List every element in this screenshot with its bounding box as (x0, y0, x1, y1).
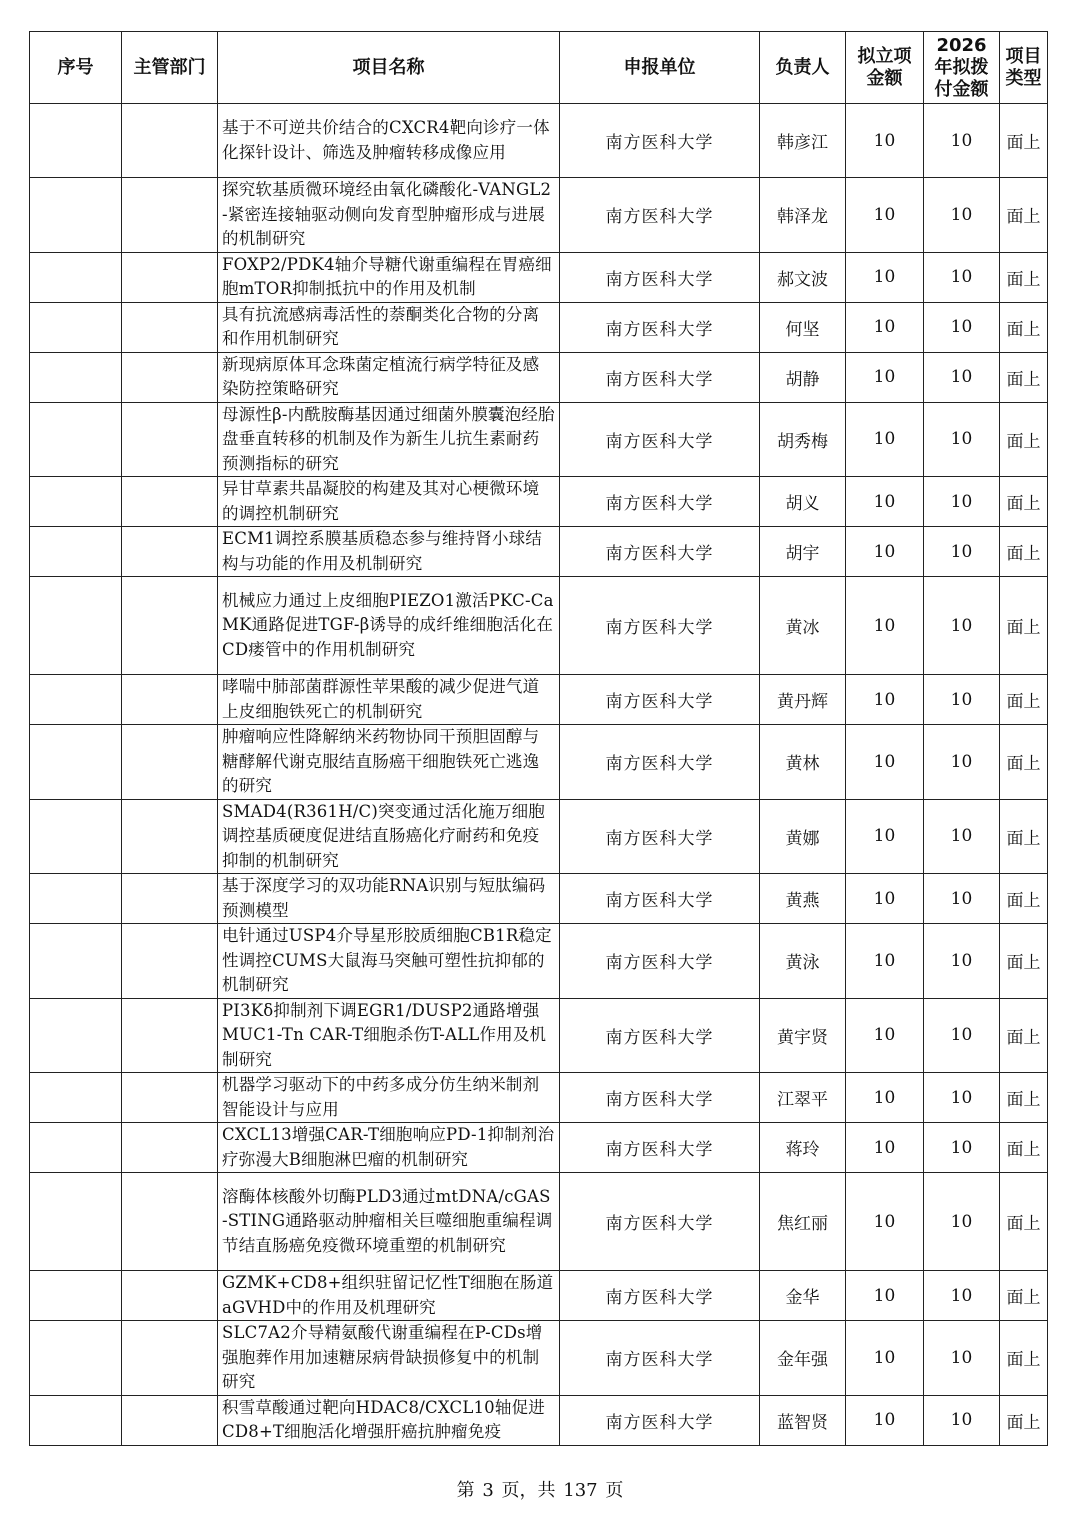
cell-project-name: 新现病原体耳念珠菌定植流行病学特征及感染防控策略研究 (218, 352, 560, 402)
cell-pay2026: 10 (924, 1073, 1000, 1123)
table-row (30, 527, 1048, 577)
cell-pay2026: 10 (924, 104, 1000, 178)
table-row (30, 924, 1048, 999)
cell-amount: 10 (846, 178, 924, 253)
cell-dept (122, 178, 218, 253)
cell-project-name: SMAD4(R361H/C)突变通过活化施万细胞调控基质硬度促进结直肠癌化疗耐药和免疫抑制的机制研究 (218, 799, 560, 874)
cell-pay2026: 10 (924, 1321, 1000, 1396)
footer-total-pages: 137 (563, 1480, 598, 1501)
cell-leader: 胡义 (760, 477, 846, 527)
cell-leader: 郝文波 (760, 252, 846, 302)
cell-type: 面上 (1000, 799, 1048, 874)
cell-leader: 金华 (760, 1271, 846, 1321)
cell-amount: 10 (846, 799, 924, 874)
cell-pay2026: 10 (924, 1395, 1000, 1445)
cell-project-name: ECM1调控系膜基质稳态参与维持肾小球结构与功能的作用及机制研究 (218, 527, 560, 577)
header-amount: 拟立项金额 (846, 32, 924, 104)
cell-pay2026: 10 (924, 924, 1000, 999)
cell-dept (122, 527, 218, 577)
cell-unit: 南方医科大学 (560, 302, 760, 352)
cell-dept (122, 1271, 218, 1321)
cell-unit: 南方医科大学 (560, 477, 760, 527)
cell-leader: 何坚 (760, 302, 846, 352)
cell-project-name: PI3Kδ抑制剂下调EGR1/DUSP2通路增强 MUC1-Tn CAR-T细胞杀伤T-ALL作用及机制研究 (218, 998, 560, 1073)
cell-type: 面上 (1000, 252, 1048, 302)
cell-seq (30, 924, 122, 999)
table-row (30, 874, 1048, 924)
header-unit: 申报单位 (560, 32, 760, 104)
cell-unit: 南方医科大学 (560, 924, 760, 999)
cell-type: 面上 (1000, 527, 1048, 577)
table-row (30, 1073, 1048, 1123)
cell-amount: 10 (846, 725, 924, 800)
table-row (30, 302, 1048, 352)
cell-pay2026: 10 (924, 725, 1000, 800)
cell-leader: 韩彦江 (760, 104, 846, 178)
cell-seq (30, 1395, 122, 1445)
page-footer (0, 1476, 1080, 1502)
cell-unit: 南方医科大学 (560, 527, 760, 577)
cell-pay2026: 10 (924, 302, 1000, 352)
cell-dept (122, 725, 218, 800)
cell-type: 面上 (1000, 874, 1048, 924)
project-table-sheet (29, 31, 1047, 1446)
cell-dept (122, 1321, 218, 1396)
cell-type: 面上 (1000, 1173, 1048, 1271)
table-row (30, 1395, 1048, 1445)
header-leader: 负责人 (760, 32, 846, 104)
cell-amount: 10 (846, 874, 924, 924)
footer-page-suffix: 页 (605, 1480, 624, 1501)
cell-type: 面上 (1000, 1123, 1048, 1173)
cell-seq (30, 874, 122, 924)
cell-pay2026: 10 (924, 799, 1000, 874)
cell-project-name: 探究软基质微环境经由氧化磷酸化-VANGL2-紧密连接轴驱动侧向发育型肿瘤形成与进展的机制研究 (218, 178, 560, 253)
cell-project-name: 母源性β-内酰胺酶基因通过细菌外膜囊泡经胎盘垂直转移的机制及作为新生儿抗生素耐药预测指标的研究 (218, 402, 560, 477)
cell-pay2026: 10 (924, 527, 1000, 577)
cell-pay2026: 10 (924, 477, 1000, 527)
cell-pay2026: 10 (924, 352, 1000, 402)
cell-unit: 南方医科大学 (560, 1395, 760, 1445)
cell-amount: 10 (846, 998, 924, 1073)
cell-project-name: 具有抗流感病毒活性的萘酮类化合物的分离和作用机制研究 (218, 302, 560, 352)
table-row (30, 1123, 1048, 1173)
cell-type: 面上 (1000, 1321, 1048, 1396)
cell-seq (30, 178, 122, 253)
cell-leader: 胡宇 (760, 527, 846, 577)
cell-amount: 10 (846, 1321, 924, 1396)
cell-project-name: SLC7A2介导精氨酸代谢重编程在P-CDs增强胞葬作用加速糖尿病骨缺损修复中的机制研究 (218, 1321, 560, 1396)
cell-leader: 黄燕 (760, 874, 846, 924)
table-header-row (30, 32, 1048, 104)
cell-leader: 胡秀梅 (760, 402, 846, 477)
table-row (30, 402, 1048, 477)
cell-unit: 南方医科大学 (560, 1173, 760, 1271)
cell-leader: 黄林 (760, 725, 846, 800)
table-row (30, 1271, 1048, 1321)
cell-leader: 黄冰 (760, 577, 846, 675)
cell-amount: 10 (846, 352, 924, 402)
cell-type: 面上 (1000, 1271, 1048, 1321)
header-name: 项目名称 (218, 32, 560, 104)
cell-unit: 南方医科大学 (560, 1123, 760, 1173)
cell-dept (122, 1073, 218, 1123)
cell-amount: 10 (846, 1073, 924, 1123)
cell-amount: 10 (846, 675, 924, 725)
cell-type: 面上 (1000, 1073, 1048, 1123)
cell-dept (122, 104, 218, 178)
cell-project-name: 机器学习驱动下的中药多成分仿生纳米制剂智能设计与应用 (218, 1073, 560, 1123)
cell-amount: 10 (846, 302, 924, 352)
header-seq: 序号 (30, 32, 122, 104)
cell-seq (30, 1123, 122, 1173)
cell-dept (122, 352, 218, 402)
cell-seq (30, 725, 122, 800)
cell-project-name: 溶酶体核酸外切酶PLD3通过mtDNA/cGAS-STING通路驱动肿瘤相关巨噬细胞重编程调节结直肠癌免疫微环境重塑的机制研究 (218, 1173, 560, 1271)
table-row (30, 799, 1048, 874)
cell-amount: 10 (846, 1271, 924, 1321)
cell-seq (30, 577, 122, 675)
cell-project-name: 电针通过USP4介导星形胶质细胞CB1R稳定性调控CUMS大鼠海马突触可塑性抗抑郁的机制研究 (218, 924, 560, 999)
cell-pay2026: 10 (924, 675, 1000, 725)
table-row (30, 178, 1048, 253)
footer-page-mid: 页，共 (501, 1480, 556, 1501)
cell-dept (122, 302, 218, 352)
cell-pay2026: 10 (924, 252, 1000, 302)
cell-type: 面上 (1000, 477, 1048, 527)
header-pay2026: 2026年拟拨付金额 (924, 32, 1000, 104)
cell-dept (122, 477, 218, 527)
cell-pay2026: 10 (924, 577, 1000, 675)
cell-unit: 南方医科大学 (560, 352, 760, 402)
cell-project-name: 基于不可逆共价结合的CXCR4靶向诊疗一体化探针设计、筛选及肿瘤转移成像应用 (218, 104, 560, 178)
cell-amount: 10 (846, 924, 924, 999)
table-row (30, 104, 1048, 178)
cell-dept (122, 799, 218, 874)
cell-project-name: FOXP2/PDK4轴介导糖代谢重编程在胃癌细胞mTOR抑制抵抗中的作用及机制 (218, 252, 560, 302)
cell-dept (122, 998, 218, 1073)
cell-dept (122, 577, 218, 675)
table-row (30, 675, 1048, 725)
cell-seq (30, 1173, 122, 1271)
cell-seq (30, 477, 122, 527)
table-row (30, 252, 1048, 302)
cell-project-name: 机械应力通过上皮细胞PIEZO1激活PKC-CaMK通路促进TGF-β诱导的成纤维细胞活化在CD瘘管中的作用机制研究 (218, 577, 560, 675)
cell-leader: 黄宇贤 (760, 998, 846, 1073)
cell-pay2026: 10 (924, 1173, 1000, 1271)
project-table (29, 31, 1048, 1446)
cell-amount: 10 (846, 402, 924, 477)
cell-type: 面上 (1000, 675, 1048, 725)
cell-leader: 蒋玲 (760, 1123, 846, 1173)
header-dept: 主管部门 (122, 32, 218, 104)
cell-type: 面上 (1000, 302, 1048, 352)
cell-leader: 黄泳 (760, 924, 846, 999)
cell-unit: 南方医科大学 (560, 874, 760, 924)
cell-project-name: 基于深度学习的双功能RNA识别与短肽编码预测模型 (218, 874, 560, 924)
cell-leader: 金年强 (760, 1321, 846, 1396)
cell-unit: 南方医科大学 (560, 577, 760, 675)
cell-leader: 胡静 (760, 352, 846, 402)
cell-amount: 10 (846, 527, 924, 577)
cell-amount: 10 (846, 252, 924, 302)
table-row (30, 998, 1048, 1073)
cell-dept (122, 874, 218, 924)
cell-seq (30, 998, 122, 1073)
cell-type: 面上 (1000, 577, 1048, 675)
cell-dept (122, 1173, 218, 1271)
cell-unit: 南方医科大学 (560, 104, 760, 178)
cell-type: 面上 (1000, 402, 1048, 477)
cell-type: 面上 (1000, 924, 1048, 999)
cell-unit: 南方医科大学 (560, 178, 760, 253)
cell-amount: 10 (846, 477, 924, 527)
cell-seq (30, 402, 122, 477)
cell-type: 面上 (1000, 998, 1048, 1073)
cell-seq (30, 1321, 122, 1396)
cell-amount: 10 (846, 1173, 924, 1271)
cell-seq (30, 1073, 122, 1123)
cell-pay2026: 10 (924, 874, 1000, 924)
cell-unit: 南方医科大学 (560, 252, 760, 302)
cell-seq (30, 252, 122, 302)
cell-unit: 南方医科大学 (560, 1073, 760, 1123)
cell-seq (30, 527, 122, 577)
cell-amount: 10 (846, 577, 924, 675)
cell-type: 面上 (1000, 178, 1048, 253)
cell-dept (122, 675, 218, 725)
cell-seq (30, 675, 122, 725)
cell-project-name: 肿瘤响应性降解纳米药物协同干预胆固醇与糖酵解代谢克服结直肠癌干细胞铁死亡逃逸的研究 (218, 725, 560, 800)
table-row (30, 352, 1048, 402)
cell-type: 面上 (1000, 352, 1048, 402)
cell-seq (30, 302, 122, 352)
cell-leader: 蓝智贤 (760, 1395, 846, 1445)
cell-unit: 南方医科大学 (560, 675, 760, 725)
table-row (30, 1173, 1048, 1271)
cell-unit: 南方医科大学 (560, 998, 760, 1073)
table-row (30, 725, 1048, 800)
footer-page-number: 3 (482, 1480, 494, 1501)
cell-type: 面上 (1000, 1395, 1048, 1445)
cell-dept (122, 402, 218, 477)
cell-amount: 10 (846, 1123, 924, 1173)
header-type: 项目类型 (1000, 32, 1048, 104)
cell-seq (30, 352, 122, 402)
cell-type: 面上 (1000, 725, 1048, 800)
cell-dept (122, 1395, 218, 1445)
cell-type: 面上 (1000, 104, 1048, 178)
cell-leader: 江翠平 (760, 1073, 846, 1123)
cell-dept (122, 924, 218, 999)
cell-leader: 黄丹辉 (760, 675, 846, 725)
table-row (30, 477, 1048, 527)
cell-pay2026: 10 (924, 402, 1000, 477)
cell-project-name: 哮喘中肺部菌群源性苹果酸的减少促进气道上皮细胞铁死亡的机制研究 (218, 675, 560, 725)
cell-amount: 10 (846, 1395, 924, 1445)
cell-seq (30, 1271, 122, 1321)
table-body (30, 104, 1048, 1446)
cell-pay2026: 10 (924, 998, 1000, 1073)
cell-project-name: 积雪草酸通过靶向HDAC8/CXCL10轴促进CD8+T细胞活化增强肝癌抗肿瘤免疫 (218, 1395, 560, 1445)
cell-pay2026: 10 (924, 1123, 1000, 1173)
cell-unit: 南方医科大学 (560, 799, 760, 874)
cell-project-name: CXCL13增强CAR-T细胞响应PD-1抑制剂治疗弥漫大B细胞淋巴瘤的机制研究 (218, 1123, 560, 1173)
cell-amount: 10 (846, 104, 924, 178)
cell-unit: 南方医科大学 (560, 725, 760, 800)
table-row (30, 1321, 1048, 1396)
cell-leader: 韩泽龙 (760, 178, 846, 253)
cell-leader: 黄娜 (760, 799, 846, 874)
cell-unit: 南方医科大学 (560, 402, 760, 477)
table-row (30, 577, 1048, 675)
cell-seq (30, 104, 122, 178)
cell-pay2026: 10 (924, 1271, 1000, 1321)
cell-leader: 焦红丽 (760, 1173, 846, 1271)
cell-project-name: GZMK+CD8+组织驻留记忆性T细胞在肠道aGVHD中的作用及机理研究 (218, 1271, 560, 1321)
cell-dept (122, 1123, 218, 1173)
footer-page-prefix: 第 (456, 1480, 475, 1501)
cell-pay2026: 10 (924, 178, 1000, 253)
cell-unit: 南方医科大学 (560, 1321, 760, 1396)
cell-dept (122, 252, 218, 302)
cell-unit: 南方医科大学 (560, 1271, 760, 1321)
cell-seq (30, 799, 122, 874)
cell-project-name: 异甘草素共晶凝胶的构建及其对心梗微环境的调控机制研究 (218, 477, 560, 527)
